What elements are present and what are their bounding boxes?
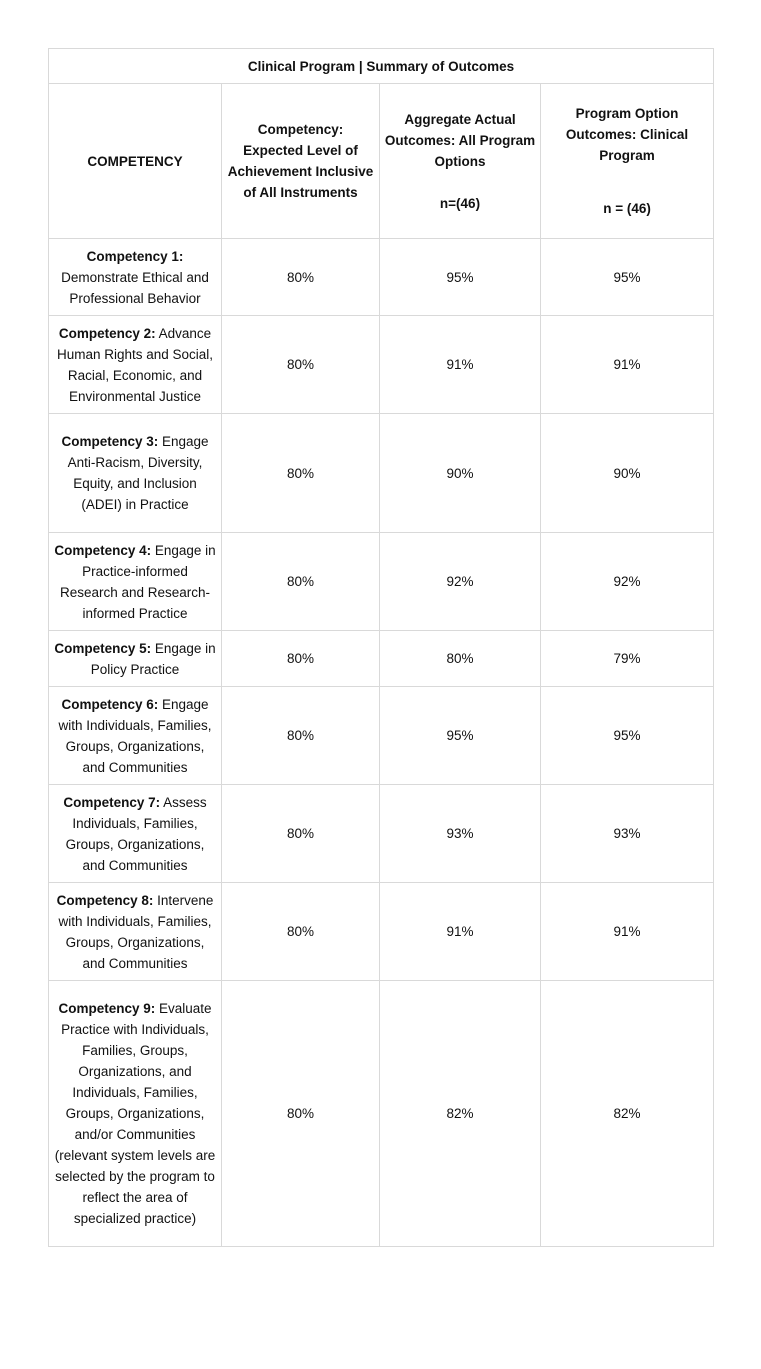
header-aggregate-n: n=(46): [439, 195, 481, 211]
option-cell: 82%: [541, 981, 714, 1247]
competency-description: Assess Individuals, Families, Groups, Organizations, and Communities: [65, 794, 207, 873]
competency-cell: [49, 533, 222, 631]
option-cell: 95%: [541, 687, 714, 785]
header-aggregate-label: Aggregate Actual Outcomes: All Program Options: [384, 111, 536, 169]
table-row: [49, 631, 714, 687]
competency-number: Competency 7:: [63, 794, 161, 810]
competency-description: Engage in Policy Practice: [90, 640, 216, 677]
table-row: [49, 239, 714, 316]
aggregate-cell: 92%: [380, 533, 541, 631]
header-option-label: Program Option Outcomes: Clinical Program: [565, 106, 689, 163]
table-row: [49, 785, 714, 883]
aggregate-cell: 95%: [380, 239, 541, 316]
table-row: [49, 687, 714, 785]
competency-description: Engage in Practice-informed Research and Research-informed Practice: [59, 542, 216, 621]
aggregate-cell: 93%: [380, 785, 541, 883]
aggregate-cell: 95%: [380, 687, 541, 785]
competency-description: Engage Anti-Racism, Diversity, Equity, and Inclusion (ADEI) in Practice: [67, 434, 209, 512]
expected-cell: 80%: [222, 981, 380, 1247]
competency-number: Competency 5:: [54, 640, 152, 656]
aggregate-cell: 82%: [380, 981, 541, 1247]
competency-cell: [49, 687, 222, 785]
competency-description: Intervene with Individuals, Families, Groups, Organizations, and Communities: [58, 892, 214, 971]
expected-cell: 80%: [222, 687, 380, 785]
competency-number: Competency 2:: [58, 325, 156, 341]
competency-number: Competency 4:: [54, 542, 152, 558]
competency-description: Evaluate Practice with Individuals, Families, Groups, Organizations, and Individuals, Families, Groups, Organizations, and/or Communities (relevant system levels are selected by the program to reflect the area of specialized practice): [54, 1001, 216, 1226]
expected-cell: 80%: [222, 414, 380, 533]
expected-cell: 80%: [222, 785, 380, 883]
option-cell: 90%: [541, 414, 714, 533]
table-row: [49, 883, 714, 981]
expected-cell: 80%: [222, 239, 380, 316]
competency-cell: [49, 631, 222, 687]
expected-cell: 80%: [222, 316, 380, 414]
outcomes-table: [48, 48, 714, 1247]
competency-cell: [49, 316, 222, 414]
table-row: [49, 414, 714, 533]
table-row: [49, 533, 714, 631]
table-title: Clinical Program | Summary of Outcomes: [49, 49, 714, 84]
competency-cell: [49, 785, 222, 883]
table-title-row: [49, 49, 714, 84]
table-row: [49, 316, 714, 414]
option-cell: 91%: [541, 883, 714, 981]
option-cell: 92%: [541, 533, 714, 631]
aggregate-cell: 80%: [380, 631, 541, 687]
table-row: [49, 981, 714, 1247]
competency-number: Competency 9:: [58, 1001, 156, 1016]
aggregate-cell: 90%: [380, 414, 541, 533]
competency-cell: [49, 981, 222, 1247]
expected-cell: 80%: [222, 631, 380, 687]
competency-cell: [49, 239, 222, 316]
header-expected: Competency: Expected Level of Achievement Inclusive of All Instruments: [222, 84, 380, 239]
competency-description: Advance Human Rights and Social, Racial, Economic, and Environmental Justice: [56, 325, 214, 404]
competency-number: Competency 1:: [86, 248, 184, 264]
expected-cell: 80%: [222, 883, 380, 981]
competency-cell: [49, 414, 222, 533]
option-cell: 91%: [541, 316, 714, 414]
header-aggregate: [380, 84, 541, 239]
header-option: [541, 84, 714, 239]
option-cell: 95%: [541, 239, 714, 316]
header-option-n: n = (46): [603, 201, 651, 216]
header-competency: COMPETENCY: [49, 84, 222, 239]
competency-description: Engage with Individuals, Families, Groups, Organizations, and Communities: [58, 696, 212, 775]
option-cell: 79%: [541, 631, 714, 687]
competency-cell: [49, 883, 222, 981]
competency-number: Competency 6:: [61, 696, 159, 712]
aggregate-cell: 91%: [380, 316, 541, 414]
outcomes-table-container: [48, 48, 713, 1247]
expected-cell: 80%: [222, 533, 380, 631]
competency-number: Competency 3:: [61, 434, 159, 449]
option-cell: 93%: [541, 785, 714, 883]
aggregate-cell: 91%: [380, 883, 541, 981]
competency-description: Demonstrate Ethical and Professional Behavior: [61, 269, 209, 306]
competency-number: Competency 8:: [56, 892, 154, 908]
table-header-row: [49, 84, 714, 239]
